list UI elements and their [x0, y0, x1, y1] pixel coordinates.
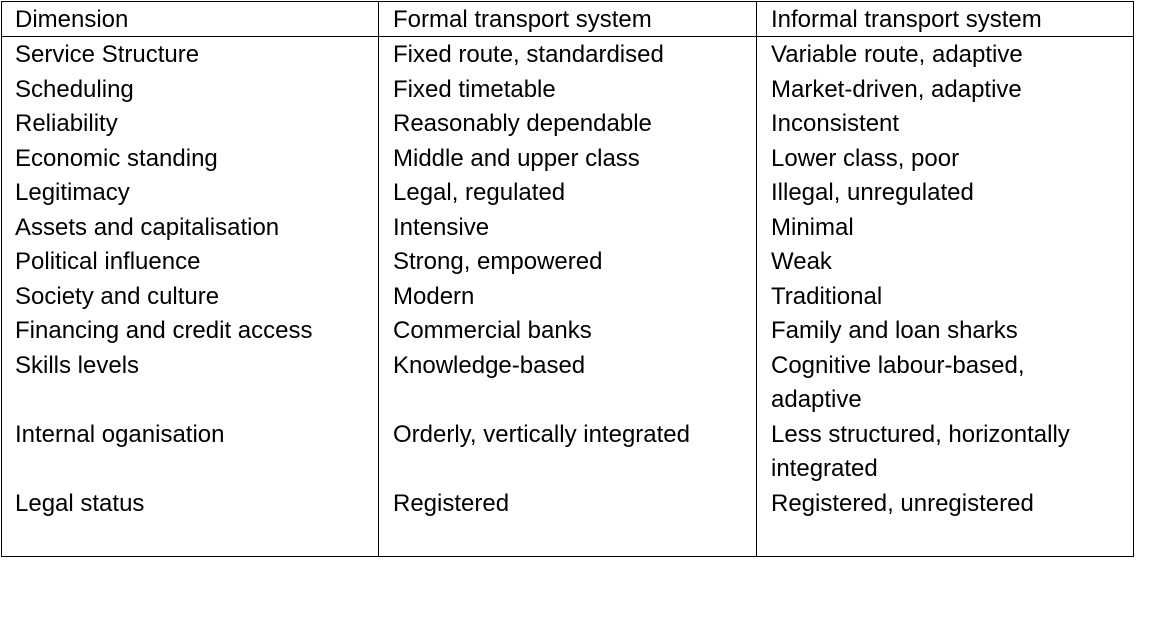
table-cell-dimension: Economic standing [15, 144, 218, 172]
header-formal: Formal transport system [393, 6, 652, 33]
table-cell-formal: Fixed route, standardised [393, 41, 664, 68]
table-cell-formal: Intensive [393, 213, 490, 241]
table-cell-informal: Registered, unregistered [771, 489, 1034, 517]
table-cell-informal: Illegal, unregulated [771, 179, 974, 206]
table-cell-dimension: Political influence [15, 248, 201, 275]
table-cell-informal: Family and loan sharks [771, 317, 1018, 344]
table-cell-formal: Orderly, vertically integrated [393, 420, 690, 448]
table-cell-dimension: Skills levels [15, 351, 140, 379]
table-cell-formal: Reasonably dependable [393, 110, 652, 137]
table-cell-informal: Minimal [771, 213, 854, 241]
column-divider [378, 2, 379, 556]
table-cell-dimension: Service Structure [15, 41, 200, 68]
header-informal: Informal transport system [771, 6, 1042, 33]
table-cell-dimension: Society and culture [15, 282, 220, 310]
table-cell-formal: Knowledge-based [393, 351, 586, 379]
table-cell-formal: Legal, regulated [393, 179, 566, 206]
table-cell-informal: Lower class, poor [771, 144, 960, 172]
header-dimension: Dimension [15, 6, 129, 33]
table-cell-dimension: Legal status [15, 489, 145, 517]
table-cell-formal: Strong, empowered [393, 248, 603, 275]
column-divider [756, 2, 757, 556]
table-cell-formal: Middle and upper class [393, 144, 640, 172]
table-cell-dimension: Reliability [15, 110, 118, 137]
table-cell-formal: Fixed timetable [393, 75, 556, 103]
table-cell-informal: Cognitive labour-based, adaptive [771, 351, 1025, 413]
table-cell-dimension: Financing and credit access [15, 317, 313, 344]
table-cell-informal: Market-driven, adaptive [771, 75, 1022, 103]
table-cell-informal: Inconsistent [771, 110, 900, 137]
comparison-table [1, 1, 1134, 557]
table-cell-informal: Weak [771, 248, 832, 275]
table-cell-informal: Traditional [771, 282, 883, 310]
table-cell-dimension: Legitimacy [15, 179, 130, 206]
table-cell-formal: Registered [393, 489, 510, 517]
table-cell-informal: Less structured, horizontally integrated [771, 420, 1070, 482]
table-cell-informal: Variable route, adaptive [771, 41, 1023, 68]
table-cell-dimension: Assets and capitalisation [15, 213, 280, 241]
table-cell-formal: Commercial banks [393, 317, 592, 344]
table-cell-dimension: Internal oganisation [15, 420, 225, 448]
table-cell-dimension: Scheduling [15, 75, 134, 103]
table-cell-formal: Modern [393, 282, 475, 310]
